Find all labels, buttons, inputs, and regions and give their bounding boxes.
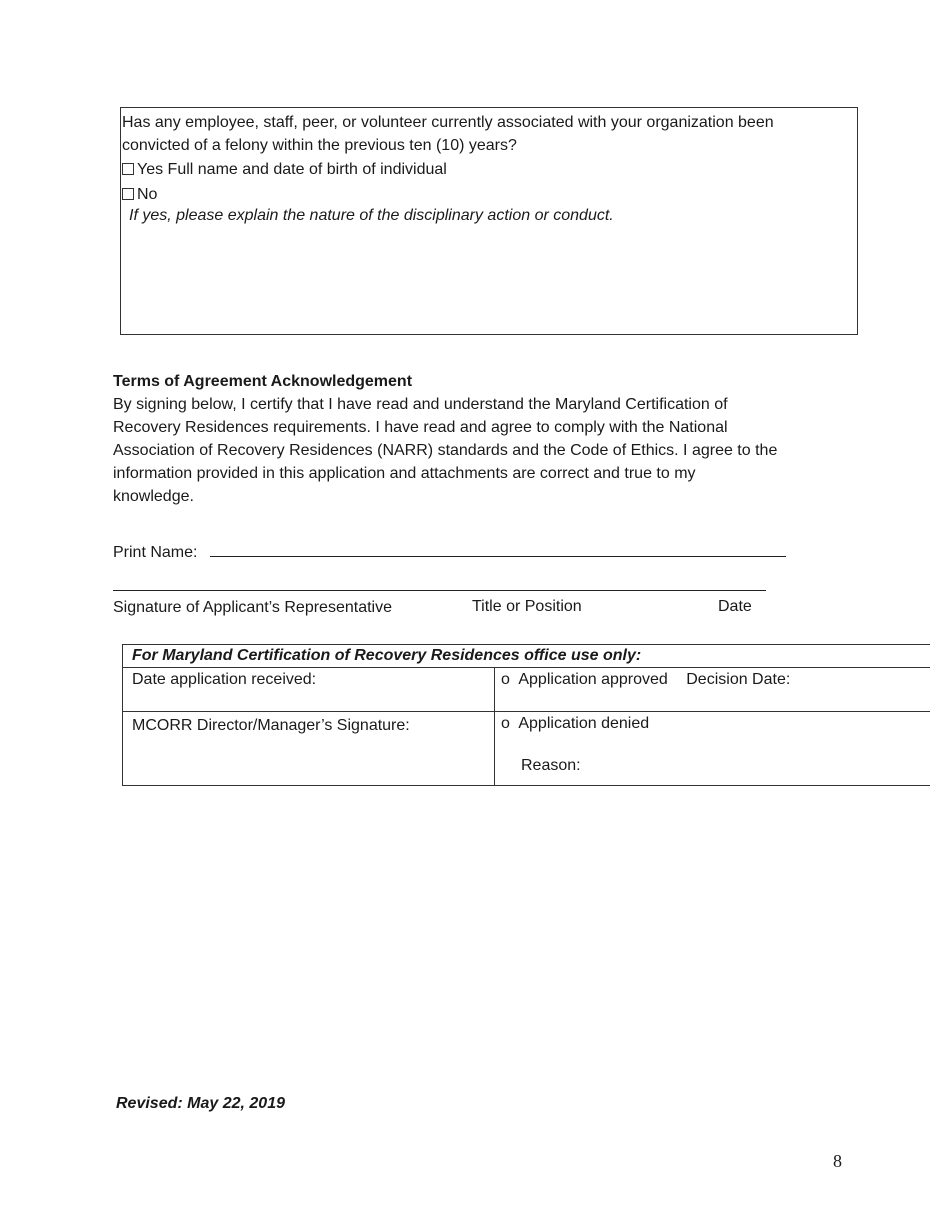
decision-date-label: Decision Date: [686, 671, 791, 688]
print-name-line[interactable] [210, 556, 786, 557]
explain-prompt: If yes, please explain the nature of the disciplinary action or conduct. [129, 207, 614, 224]
approved-bullet: o [501, 671, 510, 688]
signature-line[interactable] [113, 590, 766, 591]
terms-line-1: By signing below, I certify that I have read and understand the Maryland Certification of [113, 396, 728, 413]
approved-label: Application approved [518, 671, 668, 688]
no-checkbox[interactable] [122, 188, 134, 200]
denied-bullet: o [501, 715, 510, 732]
denied-label: Application denied [518, 715, 650, 732]
terms-line-4: information provided in this application and attachments are correct and true to my [113, 465, 696, 482]
terms-line-3: Association of Recovery Residences (NARR) standards and the Code of Ethics. I agree to the [113, 442, 778, 459]
denied-cell[interactable] [495, 712, 931, 786]
rep-signature-label: Signature of Applicant’s Representative [113, 599, 392, 616]
terms-heading: Terms of Agreement Acknowledgement [113, 373, 413, 390]
yes-option[interactable] [122, 160, 447, 180]
office-use-header [123, 645, 931, 668]
office-use-header-text: For Maryland Certification of Recovery Residences office use only: [132, 647, 642, 664]
explain-answer-area[interactable] [129, 232, 849, 327]
approved-cell[interactable] [495, 668, 931, 712]
no-option[interactable] [122, 185, 157, 205]
reason-label: Reason: [521, 757, 581, 774]
director-signature-label: MCORR Director/Manager’s Signature: [132, 717, 410, 734]
office-use-table [122, 644, 930, 786]
yes-checkbox[interactable] [122, 163, 134, 175]
felony-question-line2: convicted of a felony within the previous ten (10) years? [122, 137, 517, 154]
date-received-label: Date application received: [132, 671, 317, 688]
date-received-cell[interactable] [123, 668, 495, 712]
director-signature-cell[interactable] [123, 712, 495, 786]
felony-question-line1: Has any employee, staff, peer, or volunteer currently associated with your organization been [122, 114, 774, 131]
page-number: 8 [833, 1151, 842, 1171]
date-label: Date [718, 598, 752, 615]
yes-label: Yes Full name and date of birth of individual [137, 161, 447, 178]
terms-line-2: Recovery Residences requirements. I have read and agree to comply with the National [113, 419, 728, 436]
title-position-label: Title or Position [472, 598, 582, 615]
print-name-label: Print Name: [113, 544, 198, 561]
revised-date: Revised: May 22, 2019 [116, 1095, 285, 1112]
no-label: No [137, 186, 158, 203]
terms-line-5: knowledge. [113, 488, 194, 505]
